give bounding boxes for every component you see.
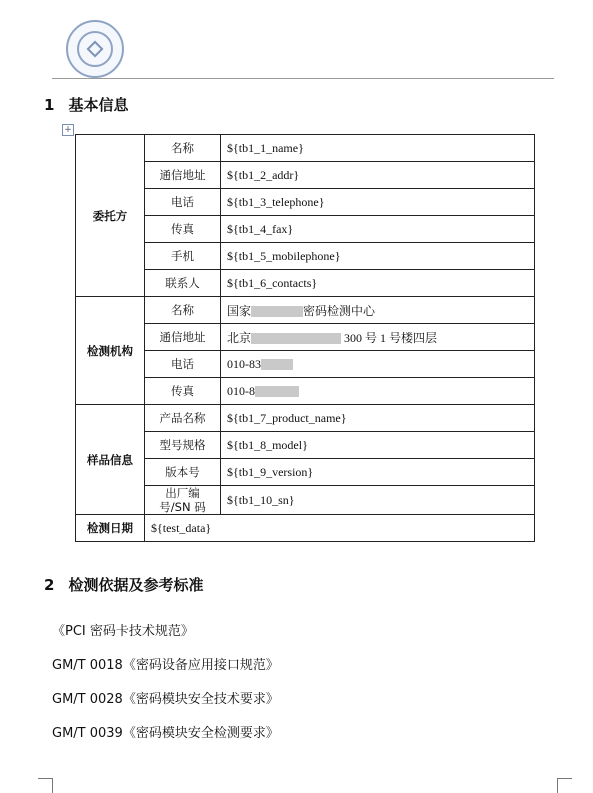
value-prefix: 010-8 [227, 383, 255, 398]
value-prefix: 国家 [227, 303, 252, 318]
table-row [76, 162, 535, 189]
field-label: 产品名称 [145, 405, 221, 432]
table-move-handle-icon[interactable]: + [62, 124, 74, 136]
field-label: 通信地址 [145, 324, 221, 351]
group-label-lab: 检测机构 [76, 297, 145, 405]
list-item: GM/T 0028《密码模块安全技术要求》 [52, 692, 279, 707]
value-suffix: 密码检测中心 [303, 303, 376, 318]
field-label: 版本号 [145, 459, 221, 486]
redaction-mask [255, 386, 299, 397]
logo-ring [77, 31, 113, 67]
table-row [76, 270, 535, 297]
table-row [76, 216, 535, 243]
header-logo [66, 20, 124, 78]
section-number: 1 [44, 96, 55, 114]
redaction-mask [251, 333, 341, 344]
section-heading-standards [44, 574, 203, 595]
list-item: GM/T 0039《密码模块安全检测要求》 [52, 726, 279, 741]
table-row [76, 135, 535, 162]
logo-emblem-icon [87, 41, 104, 58]
page-corner-mark [557, 778, 572, 793]
section-number: 2 [44, 576, 55, 594]
table-row [76, 405, 535, 432]
header-rule [52, 78, 554, 79]
group-label-client: 委托方 [76, 135, 145, 297]
field-value[interactable]: ${tb1_1_name} [221, 135, 535, 162]
field-value[interactable]: ${test_data} [145, 515, 535, 542]
field-label: 名称 [145, 135, 221, 162]
field-value[interactable] [221, 297, 535, 324]
field-label: 通信地址 [145, 162, 221, 189]
table-row [76, 189, 535, 216]
field-value[interactable]: ${tb1_4_fax} [221, 216, 535, 243]
table-row [76, 515, 535, 542]
table-row [76, 243, 535, 270]
list-item: 《PCI 密码卡技术规范》 [52, 624, 194, 639]
field-value[interactable]: ${tb1_2_addr} [221, 162, 535, 189]
value-suffix: 300 号 1 号楼四层 [344, 330, 438, 345]
group-label-sample: 样品信息 [76, 405, 145, 515]
group-label-date: 检测日期 [76, 515, 145, 542]
field-label: 出厂编号/SN 码 [145, 486, 221, 515]
field-label: 名称 [145, 297, 221, 324]
field-value[interactable]: ${tb1_3_telephone} [221, 189, 535, 216]
field-value[interactable]: ${tb1_8_model} [221, 432, 535, 459]
section-title: 检测依据及参考标准 [68, 576, 204, 594]
list-item: GM/T 0018《密码设备应用接口规范》 [52, 658, 279, 673]
field-label: 传真 [145, 216, 221, 243]
field-value[interactable]: ${tb1_5_mobilephone} [221, 243, 535, 270]
field-value[interactable]: ${tb1_7_product_name} [221, 405, 535, 432]
field-label: 手机 [145, 243, 221, 270]
field-value[interactable] [221, 351, 535, 378]
redaction-mask [261, 359, 293, 370]
reference-list [52, 622, 279, 758]
basic-info-table [75, 134, 535, 542]
field-label: 电话 [145, 189, 221, 216]
page-corner-mark [38, 778, 53, 793]
table-row [76, 432, 535, 459]
table-row [76, 324, 535, 351]
table-row [76, 378, 535, 405]
table-row [76, 486, 535, 515]
field-value[interactable] [221, 378, 535, 405]
section-heading-basic-info [44, 94, 128, 115]
table-row [76, 351, 535, 378]
table-row [76, 459, 535, 486]
field-label: 型号规格 [145, 432, 221, 459]
field-label: 电话 [145, 351, 221, 378]
field-value[interactable] [221, 324, 535, 351]
field-value[interactable]: ${tb1_6_contacts} [221, 270, 535, 297]
redaction-mask [251, 306, 303, 317]
value-prefix: 北京 [227, 330, 252, 345]
table-row [76, 297, 535, 324]
field-value[interactable]: ${tb1_9_version} [221, 459, 535, 486]
field-label: 联系人 [145, 270, 221, 297]
field-value[interactable]: ${tb1_10_sn} [221, 486, 535, 515]
field-label: 传真 [145, 378, 221, 405]
section-title: 基本信息 [68, 96, 129, 114]
value-prefix: 010-83 [227, 356, 261, 371]
